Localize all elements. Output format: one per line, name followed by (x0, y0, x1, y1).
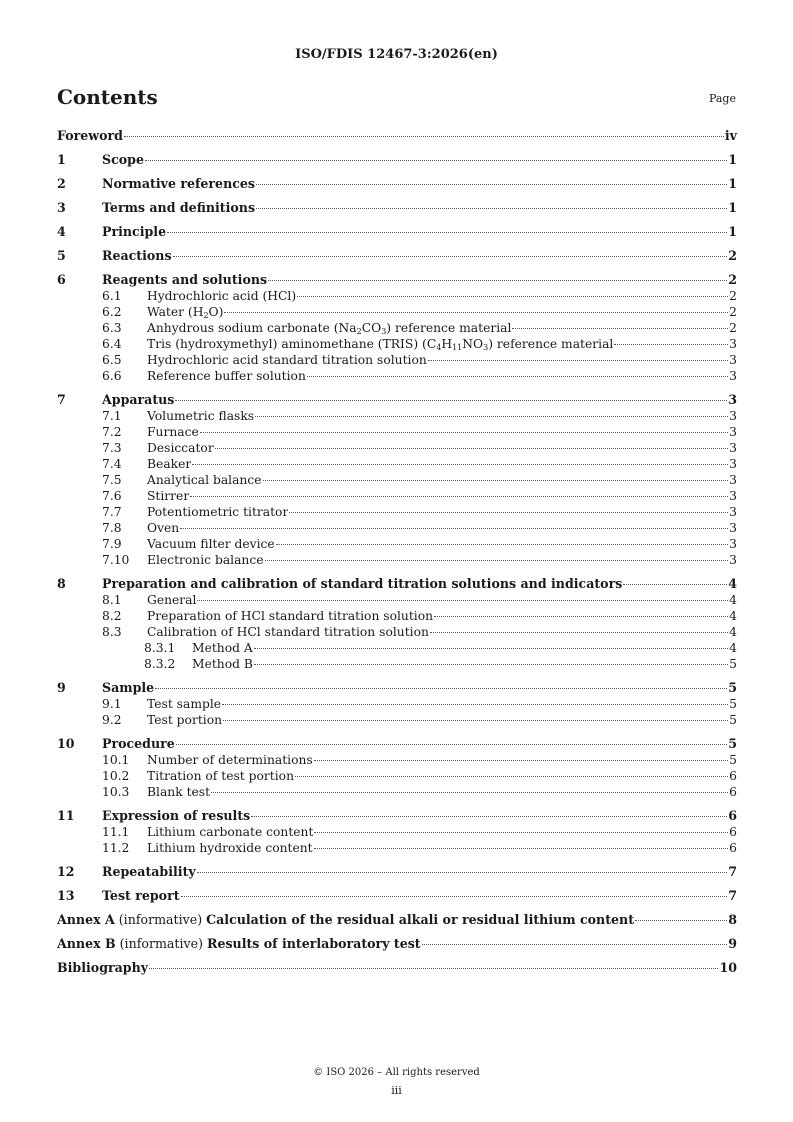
dot-leader (276, 544, 728, 545)
toc-title: Scope (102, 152, 144, 167)
dot-leader (211, 792, 728, 793)
toc-entry-9-1[interactable] (57, 696, 737, 712)
toc-entry-11-1[interactable] (57, 824, 737, 840)
toc-page: 2 (728, 248, 737, 263)
toc-page: 1 (728, 176, 737, 191)
toc-entry-annex-b[interactable] (57, 936, 737, 952)
toc-entry-12[interactable] (57, 864, 737, 880)
toc-title: Lithium carbonate content (147, 825, 314, 839)
toc-number: 11.2 (102, 841, 130, 855)
toc-title: Foreword (57, 128, 123, 143)
toc-page: 7 (728, 864, 737, 879)
toc-page: 1 (728, 152, 737, 167)
toc-number: 10.3 (102, 785, 130, 799)
toc-title (57, 936, 421, 952)
annex-label: Annex B (57, 936, 116, 951)
toc-page: 8 (728, 912, 737, 927)
toc-page: 6 (729, 785, 737, 799)
toc-number: 7.4 (102, 457, 122, 471)
toc-entry-1[interactable] (57, 152, 737, 168)
toc-page: 2 (728, 272, 737, 287)
dot-leader (295, 776, 728, 777)
title-part: ) reference material (488, 337, 614, 351)
dot-leader (428, 360, 728, 361)
toc-page: 3 (729, 553, 737, 567)
toc-number: 9.2 (102, 713, 122, 727)
toc-number: 6.6 (102, 369, 122, 383)
toc-title: Stirrer (147, 489, 190, 503)
toc-number: 8 (57, 576, 66, 591)
toc-page: 6 (729, 769, 737, 783)
toc-entry-8-3[interactable] (57, 624, 737, 640)
dot-leader (149, 968, 718, 969)
toc-entry-7-5[interactable] (57, 472, 737, 488)
toc-number: 7 (57, 392, 66, 407)
copyright-notice: © ISO 2026 – All rights reserved (313, 1067, 480, 1078)
toc-number: 7.2 (102, 425, 122, 439)
page-number: iii (391, 1084, 402, 1097)
toc-number: 9.1 (102, 697, 122, 711)
toc-number: 8.1 (102, 593, 122, 607)
toc-title: Method A (192, 641, 253, 655)
toc-title: Terms and definitions (102, 200, 256, 215)
dot-leader (223, 720, 728, 721)
toc-title: Titration of test portion (147, 769, 294, 783)
toc-entry-6-4[interactable] (57, 336, 737, 352)
toc-entry-13[interactable] (57, 888, 737, 904)
toc-title: Reagents and solutions (102, 272, 268, 287)
annex-informative: (informative) (114, 912, 207, 927)
toc-page: 4 (729, 609, 737, 623)
toc-entry-6-3[interactable] (57, 320, 737, 336)
dot-leader (254, 664, 728, 665)
toc-title: Test sample (147, 697, 222, 711)
toc-title: Procedure (102, 736, 175, 751)
toc-title: Test portion (147, 713, 223, 727)
toc-number: 7.5 (102, 473, 122, 487)
subscript: 3 (381, 327, 387, 336)
toc-title: Blank test (147, 785, 211, 799)
toc-entry-9[interactable] (57, 680, 737, 696)
dot-leader (307, 376, 728, 377)
dot-leader (614, 344, 728, 345)
toc-number: 9 (57, 680, 66, 695)
toc-number: 6.4 (102, 337, 122, 351)
dot-leader (197, 872, 728, 873)
toc-entry-6[interactable] (57, 272, 737, 288)
dot-leader (173, 256, 728, 257)
dot-leader (251, 816, 727, 817)
toc-title: Reference buffer solution (147, 369, 306, 383)
toc-entry-7-10[interactable] (57, 552, 737, 568)
toc-number: 3 (57, 200, 66, 215)
toc-number: 11 (57, 808, 75, 823)
toc-entry-3[interactable] (57, 200, 737, 216)
toc-page: 3 (729, 425, 737, 439)
toc-title (147, 304, 223, 320)
toc-title: Principle (102, 224, 167, 239)
toc-number: 8.2 (102, 609, 122, 623)
toc-page: 9 (728, 936, 737, 951)
toc-number: 10.2 (102, 769, 130, 783)
toc-page: 6 (729, 841, 737, 855)
toc-number: 8.3.2 (144, 657, 176, 671)
annex-title: Calculation of the residual alkali or residual lithium content (206, 912, 635, 927)
toc-entry-10-2[interactable] (57, 768, 737, 784)
toc-title: Reactions (102, 248, 172, 263)
toc-title: Analytical balance (147, 473, 262, 487)
toc-page: 3 (729, 521, 737, 535)
toc-number: 1 (57, 152, 66, 167)
toc-page: 3 (729, 473, 737, 487)
toc-title: Expression of results (102, 808, 251, 823)
toc-entry-4[interactable] (57, 224, 737, 240)
toc-entry-6-2[interactable] (57, 304, 737, 320)
table-of-contents (57, 128, 737, 976)
dot-leader (265, 560, 729, 561)
toc-entry-7-3[interactable] (57, 440, 737, 456)
dot-leader (224, 312, 728, 313)
dot-leader (215, 448, 728, 449)
toc-title: Method B (192, 657, 253, 671)
title-part: Tris (hydroxymethyl) aminomethane (TRIS) (C (147, 337, 437, 351)
toc-entry-7-4[interactable] (57, 456, 737, 472)
toc-title: Preparation and calibration of standard titration solutions and indicators (102, 576, 623, 591)
page-column-label: Page (708, 92, 736, 105)
toc-title: Electronic balance (147, 553, 264, 567)
document-id-header: ISO/FDIS 12467-3:2026(en) (295, 47, 498, 62)
toc-title: Hydrochloric acid standard titration solution (147, 353, 427, 367)
toc-title: Lithium hydroxide content (147, 841, 313, 855)
toc-number: 8.3.1 (144, 641, 176, 655)
toc-title: Bibliography (57, 960, 149, 975)
toc-entry-8-2[interactable] (57, 608, 737, 624)
dot-leader (175, 400, 727, 401)
dot-leader (180, 528, 728, 529)
toc-page: 5 (728, 680, 737, 695)
toc-entry-11-2[interactable] (57, 840, 737, 856)
dot-leader (297, 296, 728, 297)
toc-entry-10-1[interactable] (57, 752, 737, 768)
dot-leader (190, 496, 728, 497)
subscript: 2 (203, 311, 209, 320)
title-part: CO (361, 321, 382, 335)
toc-entry-8-1[interactable] (57, 592, 737, 608)
toc-entry-9-2[interactable] (57, 712, 737, 728)
toc-number: 7.7 (102, 505, 122, 519)
toc-title: General (147, 593, 197, 607)
toc-entry-6-1[interactable] (57, 288, 737, 304)
toc-entry-7-7[interactable] (57, 504, 737, 520)
toc-number: 2 (57, 176, 66, 191)
dot-leader (263, 480, 729, 481)
toc-page: 3 (729, 353, 737, 367)
subscript: 2 (356, 327, 362, 336)
toc-number: 8.3 (102, 625, 122, 639)
annex-title: Results of interlaboratory test (206, 936, 421, 951)
toc-number: 10 (57, 736, 75, 751)
toc-page: 5 (729, 713, 737, 727)
toc-entry-bibliography[interactable] (57, 960, 737, 976)
toc-title: Vacuum filter device (147, 537, 275, 551)
toc-number: 7.9 (102, 537, 122, 551)
toc-entry-foreword[interactable] (57, 128, 737, 144)
toc-number: 5 (57, 248, 66, 263)
toc-entry-8[interactable] (57, 576, 737, 592)
dot-leader (314, 760, 728, 761)
annex-informative: (informative) (115, 936, 207, 951)
toc-page: 5 (729, 657, 737, 671)
dot-leader (222, 704, 728, 705)
toc-page: 3 (729, 457, 737, 471)
toc-number: 7.8 (102, 521, 122, 535)
toc-number: 11.1 (102, 825, 130, 839)
dot-leader (635, 920, 727, 921)
toc-page: 2 (729, 321, 737, 335)
toc-entry-7-1[interactable] (57, 408, 737, 424)
toc-number: 7.3 (102, 441, 122, 455)
toc-title: Furnace (147, 425, 199, 439)
dot-leader (254, 648, 728, 649)
toc-number: 7.10 (102, 553, 130, 567)
subscript: 3 (483, 343, 489, 352)
toc-page: 3 (729, 409, 737, 423)
toc-page: iv (724, 128, 737, 143)
toc-page: 3 (729, 505, 737, 519)
toc-title (57, 912, 634, 928)
toc-title: Repeatability (102, 864, 196, 879)
toc-page: 3 (729, 369, 737, 383)
toc-entry-7-8[interactable] (57, 520, 737, 536)
toc-title: Oven (147, 521, 180, 535)
toc-page: 4 (729, 625, 737, 639)
subscript: 11 (452, 343, 463, 352)
dot-leader (430, 632, 728, 633)
toc-page: 4 (728, 576, 737, 591)
toc-number: 12 (57, 864, 75, 879)
toc-page: 5 (728, 736, 737, 751)
toc-number: 6.2 (102, 305, 122, 319)
toc-number: 6.3 (102, 321, 122, 335)
toc-title: Apparatus (102, 392, 175, 407)
toc-page: 2 (729, 305, 737, 319)
toc-title: Number of determinations (147, 753, 313, 767)
toc-page: 6 (729, 825, 737, 839)
dot-leader (256, 184, 727, 185)
toc-title: Normative references (102, 176, 256, 191)
toc-entry-8-3-2[interactable] (57, 656, 737, 672)
toc-page: 3 (729, 337, 737, 351)
dot-leader (176, 744, 727, 745)
toc-page: 4 (729, 593, 737, 607)
toc-title: Calibration of HCl standard titration solution (147, 625, 429, 639)
annex-label: Annex A (57, 912, 115, 927)
title-part: O) (208, 305, 224, 319)
toc-entry-2[interactable] (57, 176, 737, 192)
toc-number: 4 (57, 224, 66, 239)
dot-leader (434, 616, 728, 617)
toc-page: 10 (719, 960, 737, 975)
dot-leader (181, 896, 728, 897)
toc-title: Beaker (147, 457, 192, 471)
title-part: Anhydrous sodium carbonate (Na (147, 321, 357, 335)
toc-number: 7.1 (102, 409, 122, 423)
contents-title: Contents (57, 85, 158, 109)
toc-title: Sample (102, 680, 155, 695)
toc-title: Hydrochloric acid (HCl) (147, 289, 297, 303)
toc-entry-7-9[interactable] (57, 536, 737, 552)
toc-page: 3 (729, 441, 737, 455)
toc-page: 5 (729, 697, 737, 711)
toc-page: 7 (728, 888, 737, 903)
toc-entry-annex-a[interactable] (57, 912, 737, 928)
toc-title: Desiccator (147, 441, 214, 455)
toc-number: 7.6 (102, 489, 122, 503)
toc-entry-7-6[interactable] (57, 488, 737, 504)
toc-number: 10.1 (102, 753, 130, 767)
toc-page: 3 (728, 392, 737, 407)
toc-title (147, 320, 511, 336)
toc-entry-6-5[interactable] (57, 352, 737, 368)
toc-number: 6.1 (102, 289, 122, 303)
title-part: ) reference material (386, 321, 512, 335)
toc-entry-7-2[interactable] (57, 424, 737, 440)
toc-title: Test report (102, 888, 180, 903)
toc-number: 6.5 (102, 353, 122, 367)
toc-title: Volumetric flasks (147, 409, 255, 423)
toc-title: Potentiometric titrator (147, 505, 289, 519)
toc-page: 1 (728, 224, 737, 239)
toc-title (147, 336, 613, 352)
dot-leader (155, 688, 727, 689)
dot-leader (256, 208, 727, 209)
dot-leader (197, 600, 728, 601)
dot-leader (145, 160, 727, 161)
title-part: NO (462, 337, 484, 351)
title-part: H (441, 337, 453, 351)
toc-page: 3 (729, 537, 737, 551)
dot-leader (512, 328, 728, 329)
toc-page: 4 (729, 641, 737, 655)
subscript: 4 (436, 343, 442, 352)
toc-entry-11[interactable] (57, 808, 737, 824)
dot-leader (314, 832, 728, 833)
toc-entry-6-6[interactable] (57, 368, 737, 384)
title-part: Water (H (147, 305, 204, 319)
toc-entry-5[interactable] (57, 248, 737, 264)
dot-leader (255, 416, 728, 417)
dot-leader (314, 848, 729, 849)
dot-leader (422, 944, 728, 945)
toc-page: 6 (728, 808, 737, 823)
toc-entry-10-3[interactable] (57, 784, 737, 800)
dot-leader (268, 280, 727, 281)
dot-leader (623, 584, 727, 585)
dot-leader (167, 232, 727, 233)
dot-leader (200, 432, 728, 433)
toc-page: 2 (729, 289, 737, 303)
dot-leader (192, 464, 728, 465)
toc-page: 5 (729, 753, 737, 767)
toc-entry-8-3-1[interactable] (57, 640, 737, 656)
dot-leader (124, 136, 724, 137)
toc-entry-10[interactable] (57, 736, 737, 752)
toc-title: Preparation of HCl standard titration solution (147, 609, 434, 623)
toc-entry-7[interactable] (57, 392, 737, 408)
dot-leader (289, 512, 728, 513)
toc-number: 13 (57, 888, 75, 903)
toc-page: 1 (728, 200, 737, 215)
toc-page: 3 (729, 489, 737, 503)
toc-number: 6 (57, 272, 66, 287)
